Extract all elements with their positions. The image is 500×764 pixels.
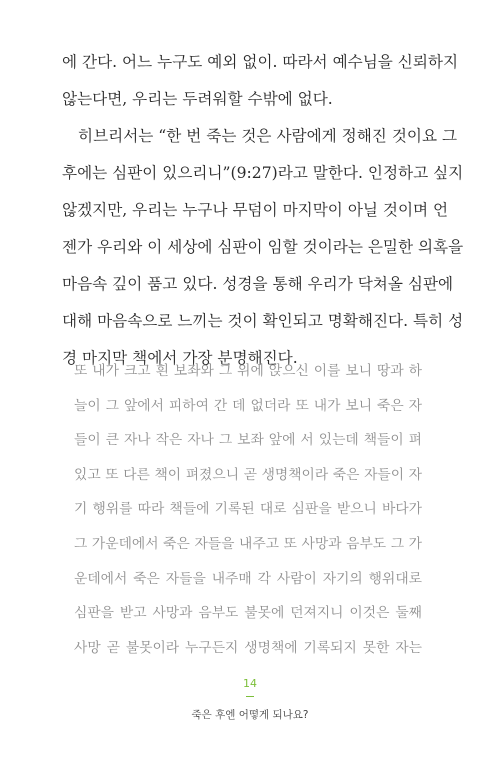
body-line: 에 간다. 어느 누구도 예외 없이. 따라서 예수님을 신뢰하지 (62, 53, 459, 71)
body-line: 않겠지만, 우리는 누구나 무덤이 마지막이 아닐 것이며 언 (62, 201, 449, 219)
quote-line: 그 가운데에서 죽은 자들을 내주고 또 사망과 음부도 그 가 (74, 535, 422, 552)
quote-line: 심판을 받고 사망과 음부도 불못에 던져지니 이것은 둘째 (74, 605, 422, 622)
body-line: 마음속 깊이 품고 있다. 성경을 통해 우리가 닥쳐올 심판에 (62, 275, 454, 293)
page-number: 14 (243, 677, 257, 690)
page-number-rule (246, 696, 254, 697)
body-line: 않는다면, 우리는 두려워할 수밖에 없다. (62, 90, 333, 108)
quote-line: 운데에서 죽은 자들을 내주매 각 사람이 자기의 행위대로 (74, 570, 422, 587)
quote-line: 기 행위를 따라 책들에 기록된 대로 심판을 받으니 바다가 (74, 501, 422, 518)
quote-line: 사망 곧 불못이라 누구든지 생명책에 기록되지 못한 자는 (74, 639, 422, 656)
page-footer (0, 676, 500, 723)
scripture-quote (74, 354, 422, 665)
quote-line: 있고 또 다른 책이 펴졌으니 곧 생명책이라 죽은 자들이 자 (74, 466, 422, 483)
quote-line: 또 내가 크고 흰 보좌와 그 위에 앉으신 이를 보니 땅과 하 (74, 363, 422, 379)
body-line: 경 마지막 책에서 가장 분명해진다. (62, 349, 298, 367)
running-title: 죽은 후엔 어떻게 되나요? (191, 709, 309, 721)
body-paragraphs (62, 44, 464, 377)
body-line: 히브리서는 “한 번 죽는 것은 사람에게 정해진 것이요 그 (78, 127, 458, 145)
body-line: 대해 마음속으로 느끼는 것이 확인되고 명확해진다. 특히 성 (62, 312, 464, 330)
body-line: 젠가 우리와 이 세상에 심판이 임할 것이라는 은밀한 의혹을 (62, 238, 464, 256)
quote-line: 들이 큰 자나 작은 자나 그 보좌 앞에 서 있는데 책들이 펴 (74, 432, 422, 449)
body-line: 후에는 심판이 있으리니”(9:27)라고 말한다. 인정하고 싶지 (62, 164, 464, 182)
quote-line: 늘이 그 앞에서 피하여 간 데 없더라 또 내가 보니 죽은 자 (74, 397, 422, 414)
